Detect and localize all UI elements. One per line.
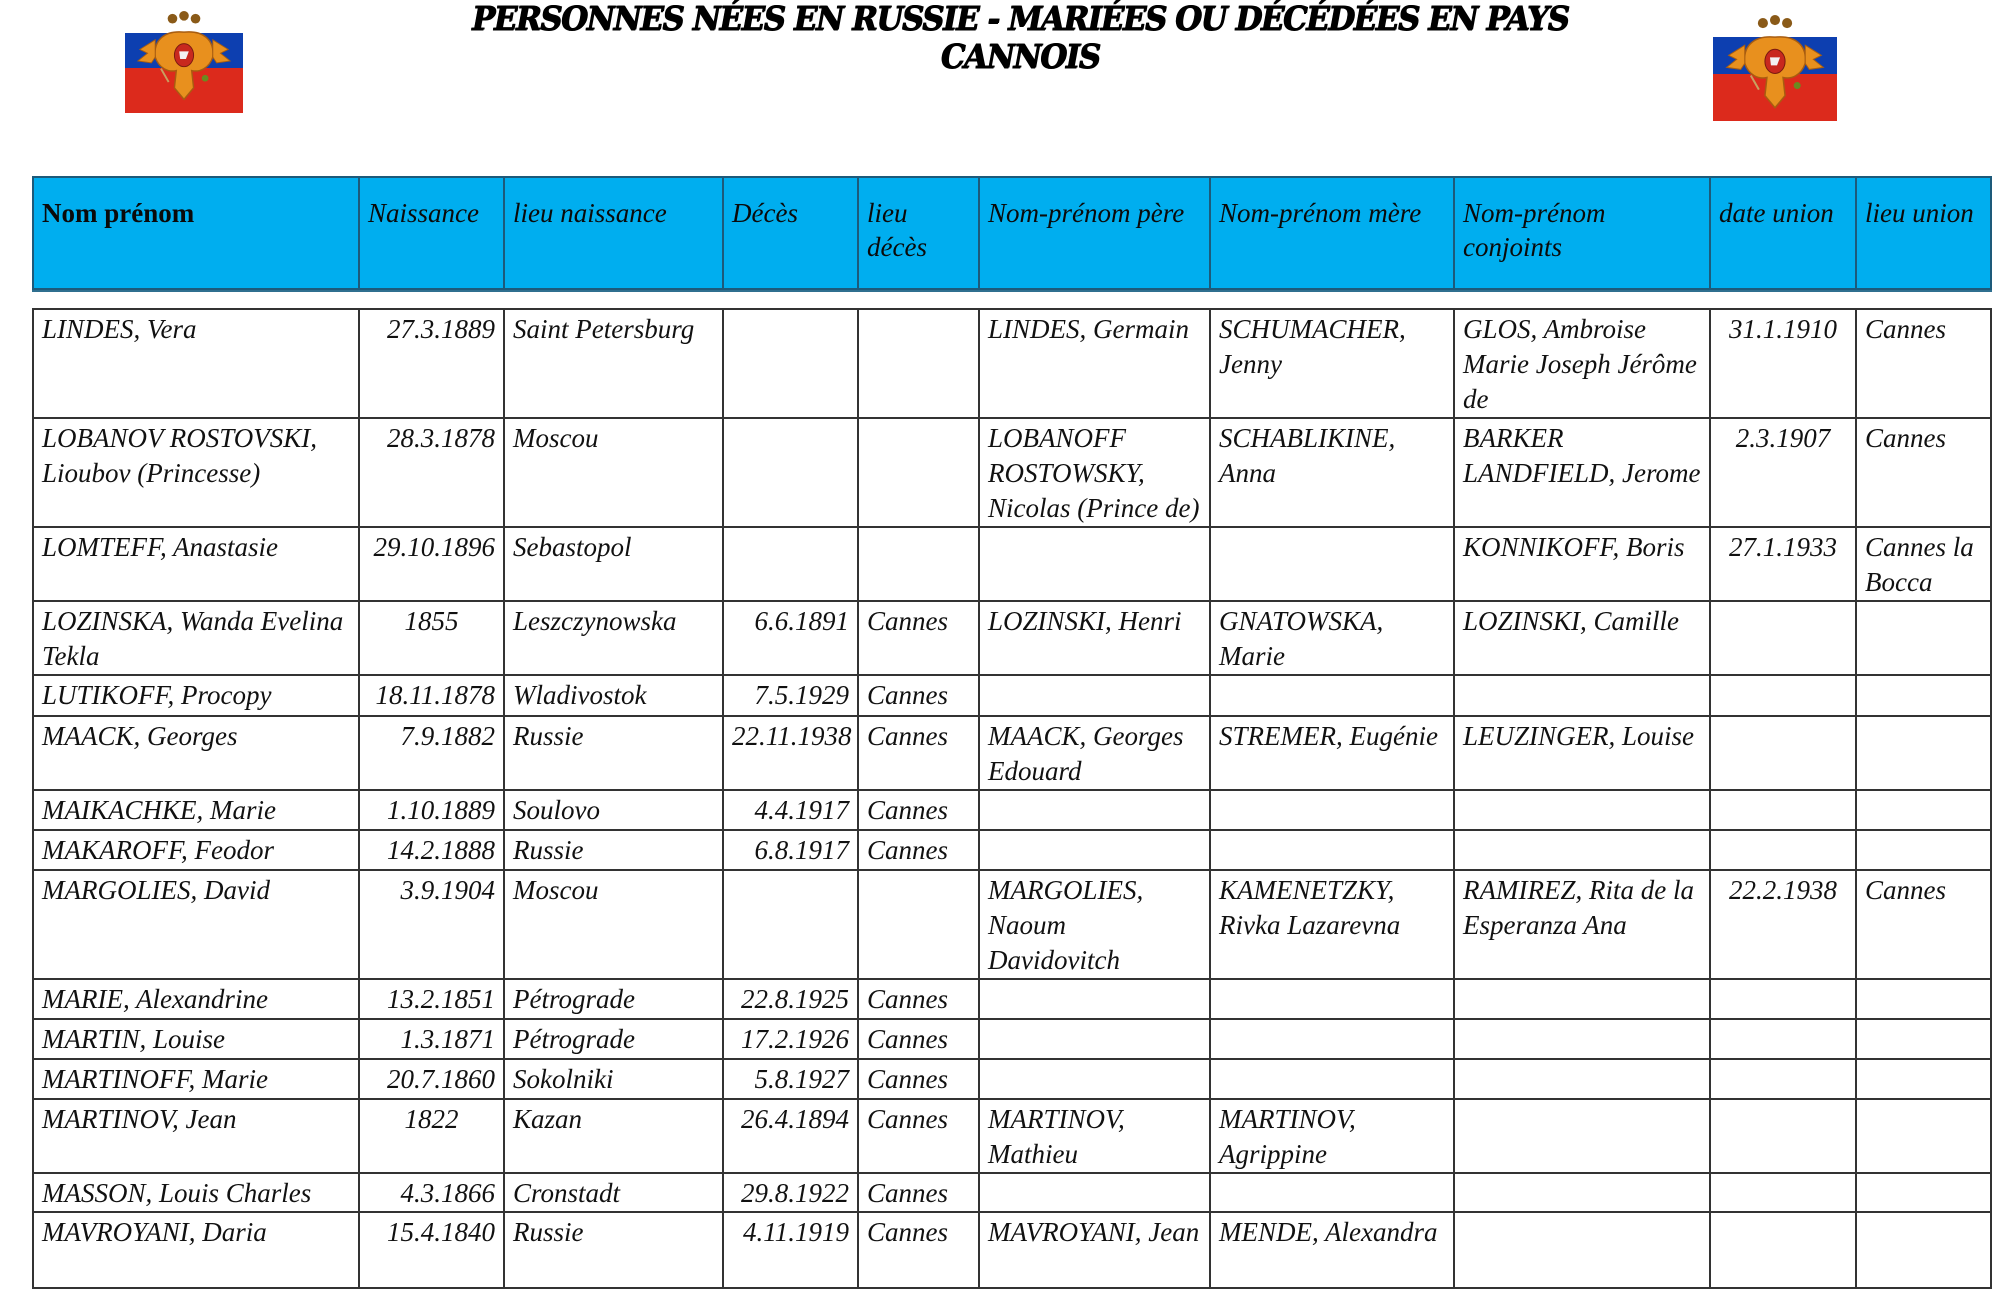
cell-mere: GNATOWSKA, Marie (1210, 601, 1454, 675)
cell-naissance: 13.2.1851 (359, 979, 504, 1019)
header-nom-prenom: Nom prénom (33, 177, 359, 289)
cell-date-union (1710, 830, 1856, 870)
cell-pere: MAVROYANI, Jean (979, 1212, 1210, 1288)
cell-deces: 6.6.1891 (723, 601, 858, 675)
cell-lieu-union: Cannes (1856, 870, 1991, 979)
cell-nom-prenom: LOZINSKA, Wanda Evelina Tekla (33, 601, 359, 675)
cell-naissance: 27.3.1889 (359, 309, 504, 418)
cell-date-union (1710, 790, 1856, 830)
cell-mere: KAMENETZKY, Rivka Lazarevna (1210, 870, 1454, 979)
cell-deces: 22.8.1925 (723, 979, 858, 1019)
cell-nom-prenom: MAKAROFF, Feodor (33, 830, 359, 870)
cell-naissance: 15.4.1840 (359, 1212, 504, 1288)
cell-pere: LINDES, Germain (979, 309, 1210, 418)
cell-lieu-naissance: Leszczynowska (504, 601, 723, 675)
cell-deces: 29.8.1922 (723, 1173, 858, 1212)
cell-naissance: 1.10.1889 (359, 790, 504, 830)
cell-lieu-deces: Cannes (858, 601, 979, 675)
header-pere: Nom-prénom père (979, 177, 1210, 289)
cell-pere (979, 1173, 1210, 1212)
table-row (33, 527, 1991, 601)
cell-mere: MENDE, Alexandra (1210, 1212, 1454, 1288)
header-mere: Nom-prénom mère (1210, 177, 1454, 289)
cell-lieu-deces: Cannes (858, 1099, 979, 1173)
russian-imperial-flag-right (1713, 37, 1837, 121)
cell-nom-prenom: MASSON, Louis Charles (33, 1173, 359, 1212)
table-row (33, 1212, 1991, 1288)
cell-naissance: 1855 (359, 601, 504, 675)
cell-date-union (1710, 675, 1856, 716)
cell-date-union (1710, 1099, 1856, 1173)
header-naissance: Naissance (359, 177, 504, 289)
cell-conjoints (1454, 979, 1710, 1019)
cell-mere: SCHABLIKINE, Anna (1210, 418, 1454, 527)
cell-conjoints (1454, 790, 1710, 830)
cell-pere (979, 527, 1210, 601)
cell-lieu-deces (858, 309, 979, 418)
cell-deces: 7.5.1929 (723, 675, 858, 716)
cell-naissance: 18.11.1878 (359, 675, 504, 716)
cell-conjoints (1454, 1173, 1710, 1212)
table-row (33, 979, 1991, 1019)
table-row (33, 675, 1991, 716)
cell-lieu-naissance: Russie (504, 1212, 723, 1288)
cell-date-union (1710, 601, 1856, 675)
cell-lieu-deces: Cannes (858, 830, 979, 870)
cell-mere (1210, 979, 1454, 1019)
header-lieu-union: lieu union (1856, 177, 1991, 289)
cell-date-union: 27.1.1933 (1710, 527, 1856, 601)
cell-conjoints (1454, 1212, 1710, 1288)
cell-date-union: 22.2.1938 (1710, 870, 1856, 979)
cell-date-union (1710, 1019, 1856, 1059)
cell-lieu-naissance: Cronstadt (504, 1173, 723, 1212)
cell-naissance: 20.7.1860 (359, 1059, 504, 1099)
cell-lieu-deces: Cannes (858, 1019, 979, 1059)
cell-lieu-union (1856, 675, 1991, 716)
cell-lieu-naissance: Pétrograde (504, 1019, 723, 1059)
cell-deces (723, 309, 858, 418)
cell-lieu-naissance: Saint Petersburg (504, 309, 723, 418)
cell-deces: 4.11.1919 (723, 1212, 858, 1288)
cell-conjoints: GLOS, Ambroise Marie Joseph Jérôme de (1454, 309, 1710, 418)
cell-lieu-naissance: Soulovo (504, 790, 723, 830)
cell-lieu-union (1856, 601, 1991, 675)
cell-pere: MAACK, Georges Edouard (979, 716, 1210, 790)
cell-naissance: 29.10.1896 (359, 527, 504, 601)
cell-nom-prenom: MARGOLIES, David (33, 870, 359, 979)
header-deces: Décès (723, 177, 858, 289)
cell-mere (1210, 1173, 1454, 1212)
cell-naissance: 1.3.1871 (359, 1019, 504, 1059)
cell-nom-prenom: LINDES, Vera (33, 309, 359, 418)
cell-lieu-union (1856, 1059, 1991, 1099)
cell-mere (1210, 830, 1454, 870)
cell-deces: 26.4.1894 (723, 1099, 858, 1173)
cell-mere: STREMER, Eugénie (1210, 716, 1454, 790)
cell-lieu-deces (858, 418, 979, 527)
cell-conjoints: KONNIKOFF, Boris (1454, 527, 1710, 601)
cell-date-union (1710, 716, 1856, 790)
cell-lieu-union (1856, 979, 1991, 1019)
cell-mere: MARTINOV, Agrippine (1210, 1099, 1454, 1173)
cell-conjoints: LEUZINGER, Louise (1454, 716, 1710, 790)
cell-pere (979, 675, 1210, 716)
cell-lieu-naissance: Sebastopol (504, 527, 723, 601)
double-headed-eagle-icon (1713, 15, 1837, 116)
cell-lieu-union (1856, 790, 1991, 830)
table-row (33, 1099, 1991, 1173)
header-conjoints: Nom-prénom conjoints (1454, 177, 1710, 289)
cell-deces: 17.2.1926 (723, 1019, 858, 1059)
table-row (33, 870, 1991, 979)
cell-date-union: 2.3.1907 (1710, 418, 1856, 527)
cell-naissance: 28.3.1878 (359, 418, 504, 527)
cell-lieu-union (1856, 830, 1991, 870)
cell-nom-prenom: MARIE, Alexandrine (33, 979, 359, 1019)
cell-lieu-union (1856, 1019, 1991, 1059)
cell-pere (979, 1059, 1210, 1099)
table-row (33, 1059, 1991, 1099)
cell-mere (1210, 790, 1454, 830)
column-header-table (32, 176, 1992, 290)
table-row (33, 418, 1991, 527)
cell-conjoints: RAMIREZ, Rita de la Esperanza Ana (1454, 870, 1710, 979)
cell-pere (979, 790, 1210, 830)
cell-deces: 6.8.1917 (723, 830, 858, 870)
document-title: PERSONNES NÉES EN RUSSIE - MARIÉES OU DÉCÉDÉES EN PAYS CANNOIS (471, 0, 1569, 76)
cell-deces (723, 418, 858, 527)
cell-pere: LOBANOFF ROSTOWSKY, Nicolas (Prince de) (979, 418, 1210, 527)
cell-naissance: 14.2.1888 (359, 830, 504, 870)
header-row (33, 177, 1991, 289)
header-date-union: date union (1710, 177, 1856, 289)
cell-lieu-deces: Cannes (858, 1173, 979, 1212)
cell-pere (979, 830, 1210, 870)
cell-pere (979, 1019, 1210, 1059)
cell-naissance: 1822 (359, 1099, 504, 1173)
cell-conjoints: BARKER LANDFIELD, Jerome (1454, 418, 1710, 527)
table-row (33, 601, 1991, 675)
cell-date-union (1710, 979, 1856, 1019)
cell-nom-prenom: LUTIKOFF, Procopy (33, 675, 359, 716)
cell-naissance: 7.9.1882 (359, 716, 504, 790)
cell-lieu-naissance: Russie (504, 830, 723, 870)
cell-lieu-deces (858, 870, 979, 979)
cell-mere (1210, 675, 1454, 716)
cell-date-union (1710, 1059, 1856, 1099)
cell-lieu-naissance: Moscou (504, 418, 723, 527)
cell-lieu-union (1856, 1212, 1991, 1288)
cell-lieu-union (1856, 1173, 1991, 1212)
table-row (33, 790, 1991, 830)
table-row (33, 830, 1991, 870)
cell-nom-prenom: MAVROYANI, Daria (33, 1212, 359, 1288)
double-headed-eagle-icon (125, 11, 243, 107)
russian-imperial-flag-left (125, 33, 243, 113)
cell-nom-prenom: MARTINOFF, Marie (33, 1059, 359, 1099)
table-row (33, 716, 1991, 790)
cell-lieu-deces: Cannes (858, 1059, 979, 1099)
cell-lieu-union: Cannes (1856, 418, 1991, 527)
cell-lieu-naissance: Russie (504, 716, 723, 790)
cell-lieu-deces: Cannes (858, 790, 979, 830)
cell-lieu-deces: Cannes (858, 716, 979, 790)
cell-nom-prenom: LOBANOV ROSTOVSKI, Lioubov (Princesse) (33, 418, 359, 527)
cell-conjoints (1454, 1099, 1710, 1173)
cell-nom-prenom: MAACK, Georges (33, 716, 359, 790)
cell-lieu-naissance: Pétrograde (504, 979, 723, 1019)
cell-lieu-naissance: Wladivostok (504, 675, 723, 716)
cell-nom-prenom: MAIKACHKE, Marie (33, 790, 359, 830)
cell-date-union (1710, 1212, 1856, 1288)
cell-pere: LOZINSKI, Henri (979, 601, 1210, 675)
cell-lieu-union: Cannes (1856, 309, 1991, 418)
cell-lieu-deces: Cannes (858, 979, 979, 1019)
cell-lieu-union (1856, 716, 1991, 790)
cell-lieu-union: Cannes la Bocca (1856, 527, 1991, 601)
cell-lieu-deces (858, 527, 979, 601)
cell-deces (723, 870, 858, 979)
cell-nom-prenom: MARTIN, Louise (33, 1019, 359, 1059)
cell-lieu-naissance: Moscou (504, 870, 723, 979)
cell-mere (1210, 1059, 1454, 1099)
cell-deces: 4.4.1917 (723, 790, 858, 830)
cell-lieu-naissance: Kazan (504, 1099, 723, 1173)
cell-nom-prenom: LOMTEFF, Anastasie (33, 527, 359, 601)
cell-conjoints (1454, 1059, 1710, 1099)
cell-conjoints: LOZINSKI, Camille (1454, 601, 1710, 675)
cell-mere: SCHUMACHER, Jenny (1210, 309, 1454, 418)
table-row (33, 1019, 1991, 1059)
cell-pere: MARGOLIES, Naoum Davidovitch (979, 870, 1210, 979)
cell-pere (979, 979, 1210, 1019)
table-row (33, 1173, 1991, 1212)
cell-conjoints (1454, 675, 1710, 716)
cell-lieu-union (1856, 1099, 1991, 1173)
cell-deces: 22.11.1938 (723, 716, 858, 790)
cell-conjoints (1454, 830, 1710, 870)
cell-conjoints (1454, 1019, 1710, 1059)
persons-table (32, 308, 1992, 1289)
cell-lieu-deces: Cannes (858, 675, 979, 716)
cell-lieu-naissance: Sokolniki (504, 1059, 723, 1099)
cell-mere (1210, 527, 1454, 601)
cell-deces (723, 527, 858, 601)
cell-deces: 5.8.1927 (723, 1059, 858, 1099)
cell-date-union: 31.1.1910 (1710, 309, 1856, 418)
cell-naissance: 4.3.1866 (359, 1173, 504, 1212)
table-row (33, 309, 1991, 418)
cell-naissance: 3.9.1904 (359, 870, 504, 979)
cell-lieu-deces: Cannes (858, 1212, 979, 1288)
cell-mere (1210, 1019, 1454, 1059)
cell-nom-prenom: MARTINOV, Jean (33, 1099, 359, 1173)
header-lieu-deces: lieu décès (858, 177, 979, 289)
cell-pere: MARTINOV, Mathieu (979, 1099, 1210, 1173)
cell-date-union (1710, 1173, 1856, 1212)
header-lieu-naissance: lieu naissance (504, 177, 723, 289)
